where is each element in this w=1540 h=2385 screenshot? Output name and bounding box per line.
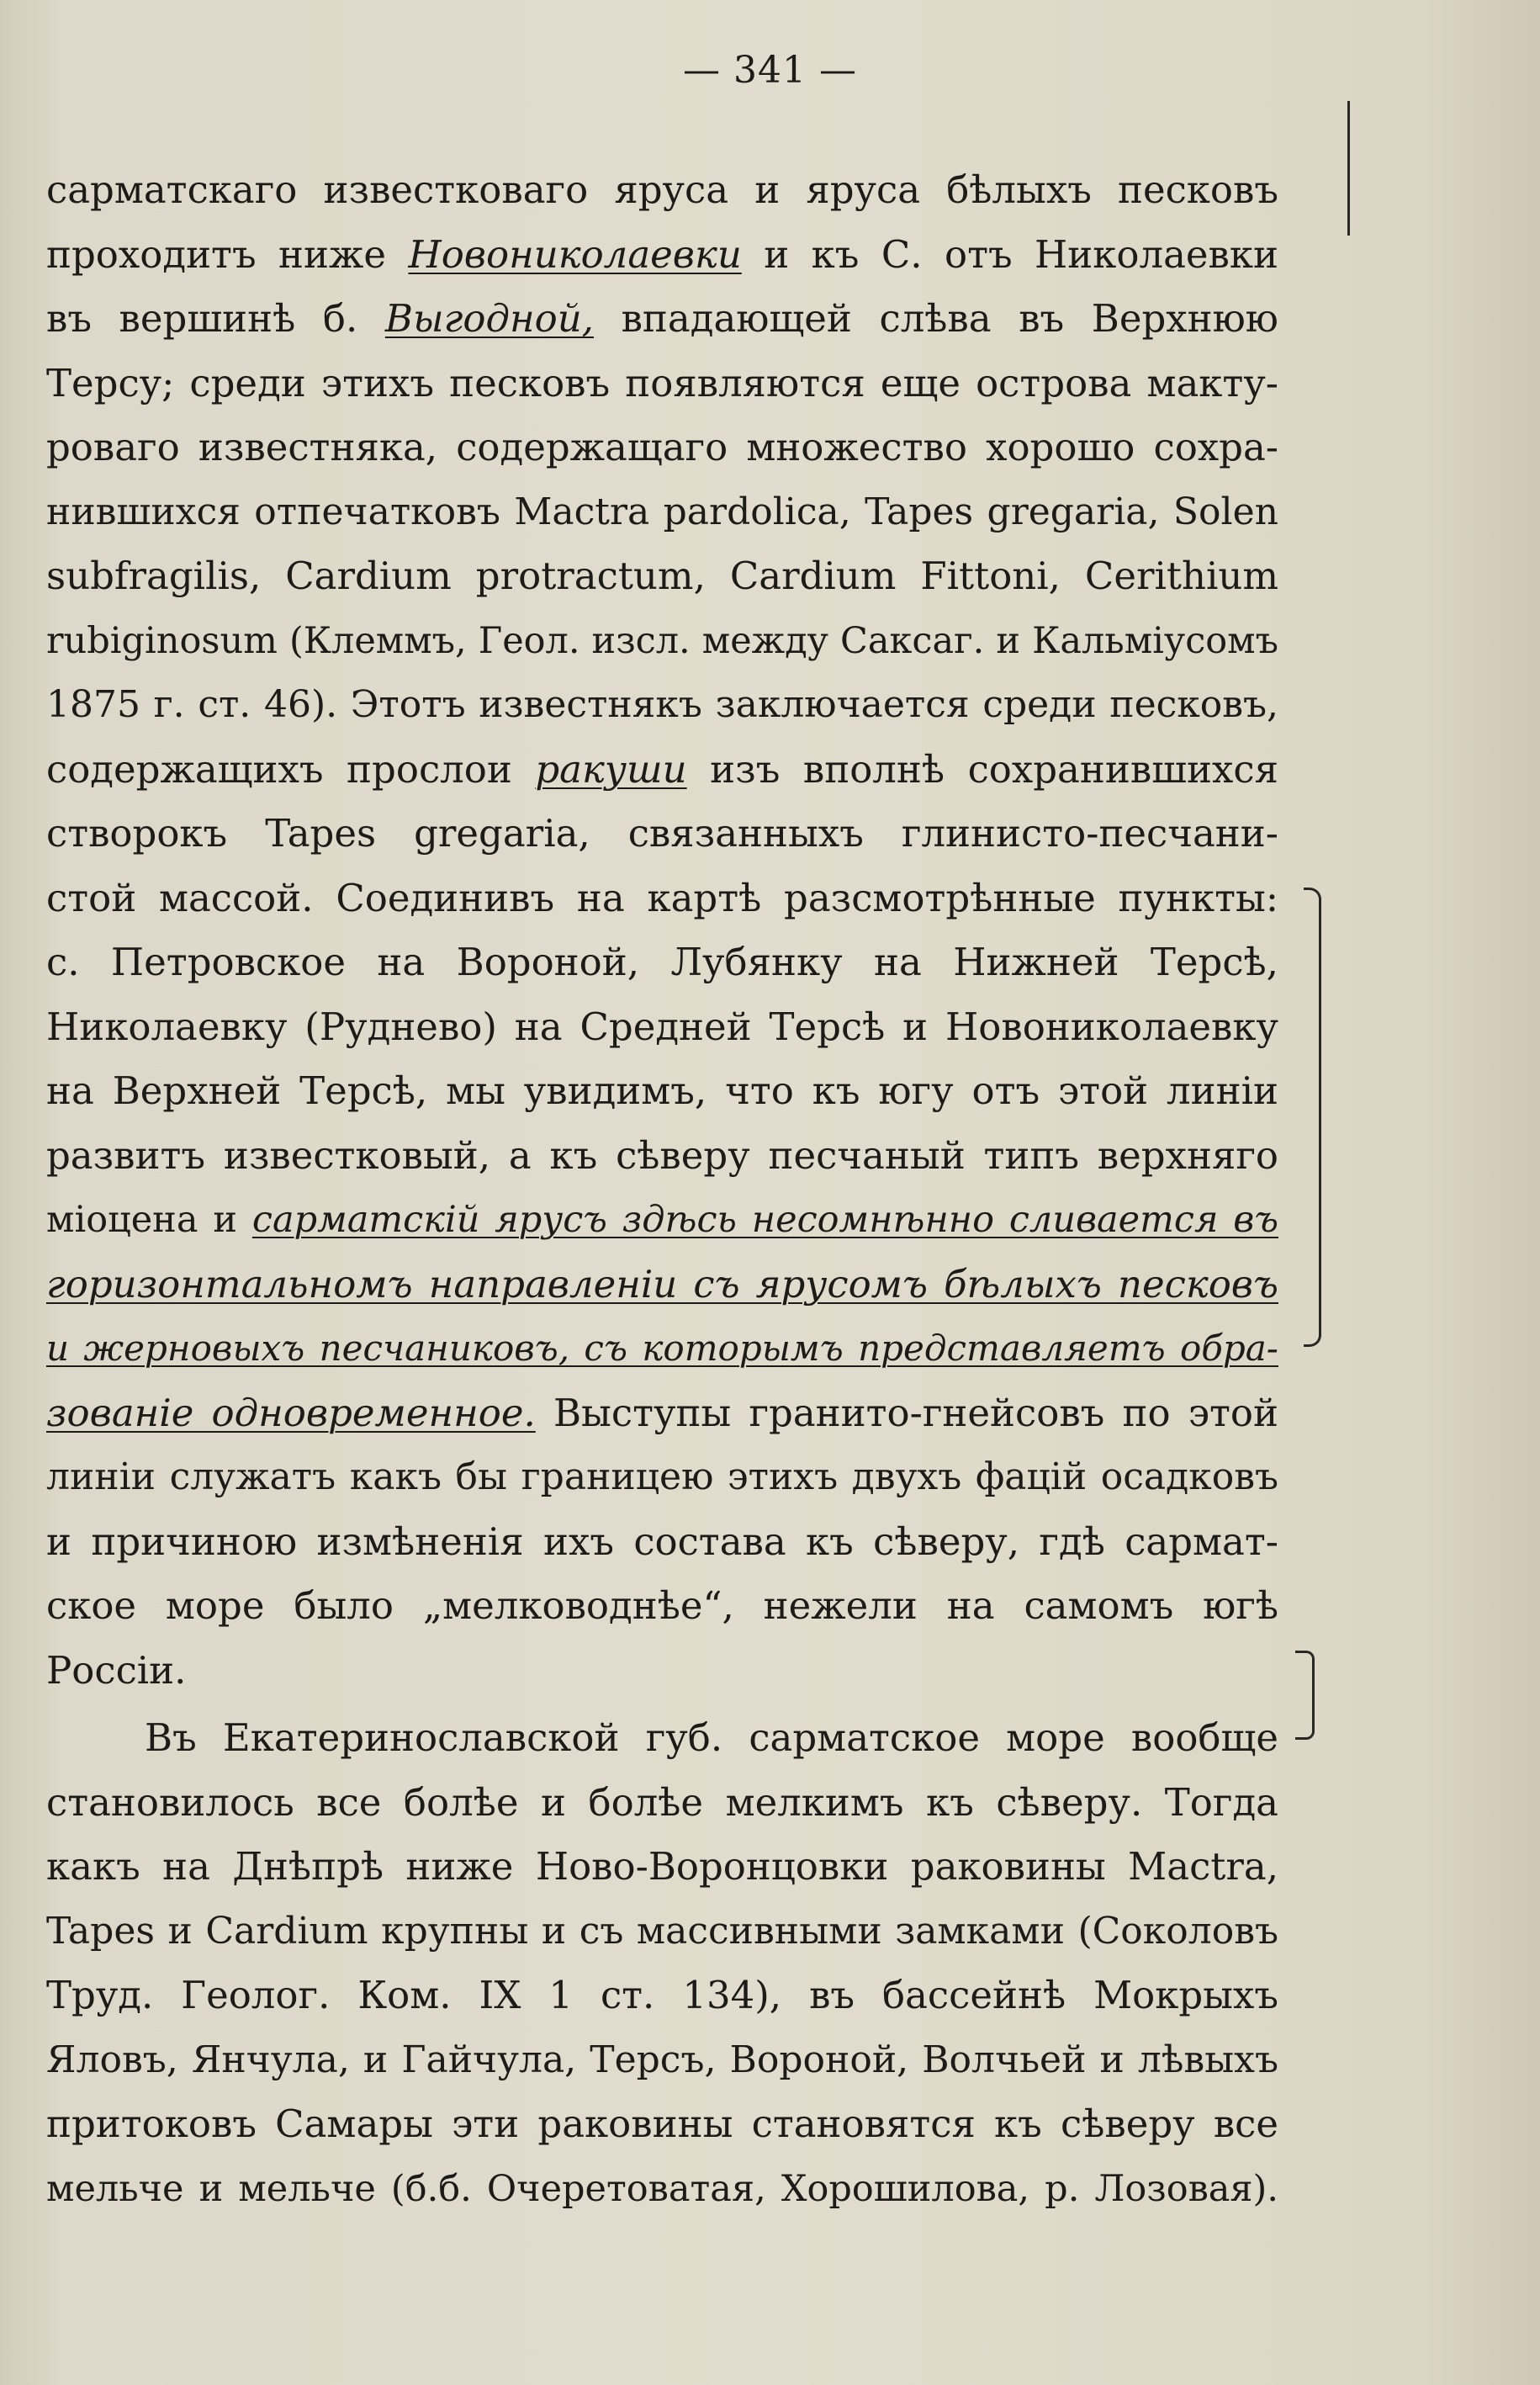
- text-line: [46, 1124, 1278, 1189]
- text-span: Терсу; среди этихъ песковъ появляются еще острова макту-: [46, 360, 1278, 405]
- text-span: проходитъ ниже: [46, 231, 409, 277]
- text-span: 1875 г. ст. 46). Этотъ известнякъ заключается среди песковъ,: [46, 683, 1278, 726]
- text-span: стой массой. Соединивъ на картѣ разсмотрѣнные пункты:: [46, 875, 1278, 920]
- text-span: Яловъ, Янчула, и Гайчула, Терсъ, Вороной, Волчьей и лѣвыхъ: [46, 2038, 1278, 2081]
- text-line: [46, 352, 1278, 416]
- text-span: Tapes и Cardium крупны и съ массивными замками (Соколовъ: [46, 1909, 1278, 1953]
- text-span: Выступы гранито-гнейсовъ по этой: [535, 1390, 1278, 1435]
- text-line: [46, 1510, 1278, 1575]
- margin-mark-top: [1347, 101, 1350, 236]
- text-line: [46, 1771, 1278, 1836]
- text-line: [46, 1639, 1278, 1704]
- text-span: с. Петровское на Вороной, Лубянку на Нижней Терсѣ,: [46, 940, 1278, 984]
- margin-mark-bracket-lower: [1295, 1651, 1315, 1740]
- text-span: становилось все болѣе и болѣе мелкимъ къ сѣверу. Тогда: [46, 1779, 1278, 1825]
- text-line: [46, 1706, 1278, 1771]
- italic-text-span: Новониколаевки: [408, 231, 742, 277]
- text-span: міоцена и: [46, 1199, 252, 1241]
- italic-text-span: Выгодной,: [384, 296, 594, 341]
- text-span: ское море было „мелководнѣе“, нежели на самомъ югѣ: [46, 1583, 1278, 1628]
- text-line: [46, 2157, 1278, 2222]
- text-span: нившихся отпечатковъ Mactra pardolica, Tapes gregaria, Solen: [46, 490, 1278, 533]
- margin-mark-bracket-middle: [1304, 888, 1321, 1347]
- text-span: Николаевку (Руднево) на Средней Терсѣ и Новониколаевку: [46, 1004, 1278, 1049]
- text-line: [46, 995, 1278, 1060]
- text-line: [46, 1574, 1278, 1639]
- text-line: [46, 1381, 1278, 1446]
- text-line: [46, 1059, 1278, 1124]
- text-line: [46, 930, 1278, 995]
- text-line: [46, 2092, 1278, 2157]
- text-span: Труд. Геолог. Ком. IX 1 ст. 134), въ бассейнѣ Мокрыхъ: [46, 1973, 1278, 2017]
- text-span: въ вершинѣ б.: [46, 296, 385, 341]
- text-span: какъ на Днѣпрѣ ниже Ново-Воронцовки раковины Mactra,: [46, 1844, 1278, 1889]
- text-span: и причиною измѣненія ихъ состава къ сѣверу, гдѣ сармат-: [46, 1518, 1278, 1564]
- text-span: створокъ Tapes gregaria, связанныхъ глинисто-песчани-: [46, 811, 1278, 856]
- text-line: [46, 480, 1278, 545]
- text-span: и къ С. отъ Николаевки: [741, 231, 1278, 277]
- text-line: [46, 802, 1278, 867]
- text-line: [46, 738, 1278, 803]
- text-span: впадающей слѣва въ Верхнюю: [593, 296, 1278, 341]
- text-span: содержащихъ прослои: [46, 746, 536, 792]
- text-line: [46, 673, 1278, 738]
- text-line: [46, 609, 1278, 674]
- text-line: [46, 1317, 1278, 1381]
- text-line: [46, 544, 1278, 609]
- italic-text-span: и жерновыхъ песчаниковъ, съ которымъ представляетъ обра-: [46, 1328, 1278, 1369]
- text-line: [46, 223, 1278, 288]
- italic-text-span: сарматскій ярусъ здѣсь несомнѣнно сливается въ: [251, 1199, 1278, 1241]
- text-line: [46, 867, 1278, 931]
- text-span: притоковъ Самары эти раковины становятся къ сѣверу все: [46, 2101, 1278, 2146]
- text-span: Россіи.: [46, 1647, 187, 1693]
- text-line: [46, 1253, 1278, 1317]
- text-span: мельче и мельче (б.б. Очеретоватая, Хорошилова, р. Лозовая).: [46, 2167, 1278, 2210]
- text-line: [46, 1835, 1278, 1900]
- text-span: роваго известняка, содержащаго множество хорошо сохра-: [46, 425, 1278, 469]
- text-span: линіи служатъ какъ бы границею этихъ двухъ фацій осадковъ: [46, 1455, 1278, 1498]
- text-line: [46, 1900, 1278, 1964]
- text-span: изъ вполнѣ сохранившихся: [686, 746, 1278, 792]
- body-text: [46, 158, 1278, 2221]
- text-line: [46, 1445, 1278, 1510]
- text-line: [46, 1964, 1278, 2028]
- text-span: сарматскаго известковаго яруса и яруса бѣлыхъ песковъ: [46, 167, 1278, 212]
- italic-text-span: горизонтальномъ направленіи съ ярусомъ бѣлыхъ песковъ: [46, 1261, 1278, 1306]
- page-number: — 341 —: [683, 49, 857, 92]
- text-span: развитъ известковый, а къ сѣверу песчаный типъ верхняго: [46, 1132, 1278, 1178]
- text-span: rubiginosum (Клеммъ, Геол. изсл. между Саксаг. и Кальміусомъ: [46, 619, 1278, 662]
- text-line: [46, 287, 1278, 352]
- text-line: [46, 1188, 1278, 1253]
- italic-text-span: ракуши: [535, 746, 687, 792]
- text-span: на Верхней Терсѣ, мы увидимъ, что къ югу отъ этой линіи: [46, 1068, 1278, 1113]
- text-line: [46, 416, 1278, 480]
- text-line: [46, 2028, 1278, 2093]
- italic-text-span: зованіе одновременное.: [46, 1390, 536, 1435]
- text-span: subfragilis, Cardium protractum, Cardium Fittoni, Cerithium: [46, 554, 1278, 598]
- text-span: Въ Екатеринославской губ. сарматское море вообще: [145, 1715, 1278, 1760]
- text-line: [46, 158, 1278, 223]
